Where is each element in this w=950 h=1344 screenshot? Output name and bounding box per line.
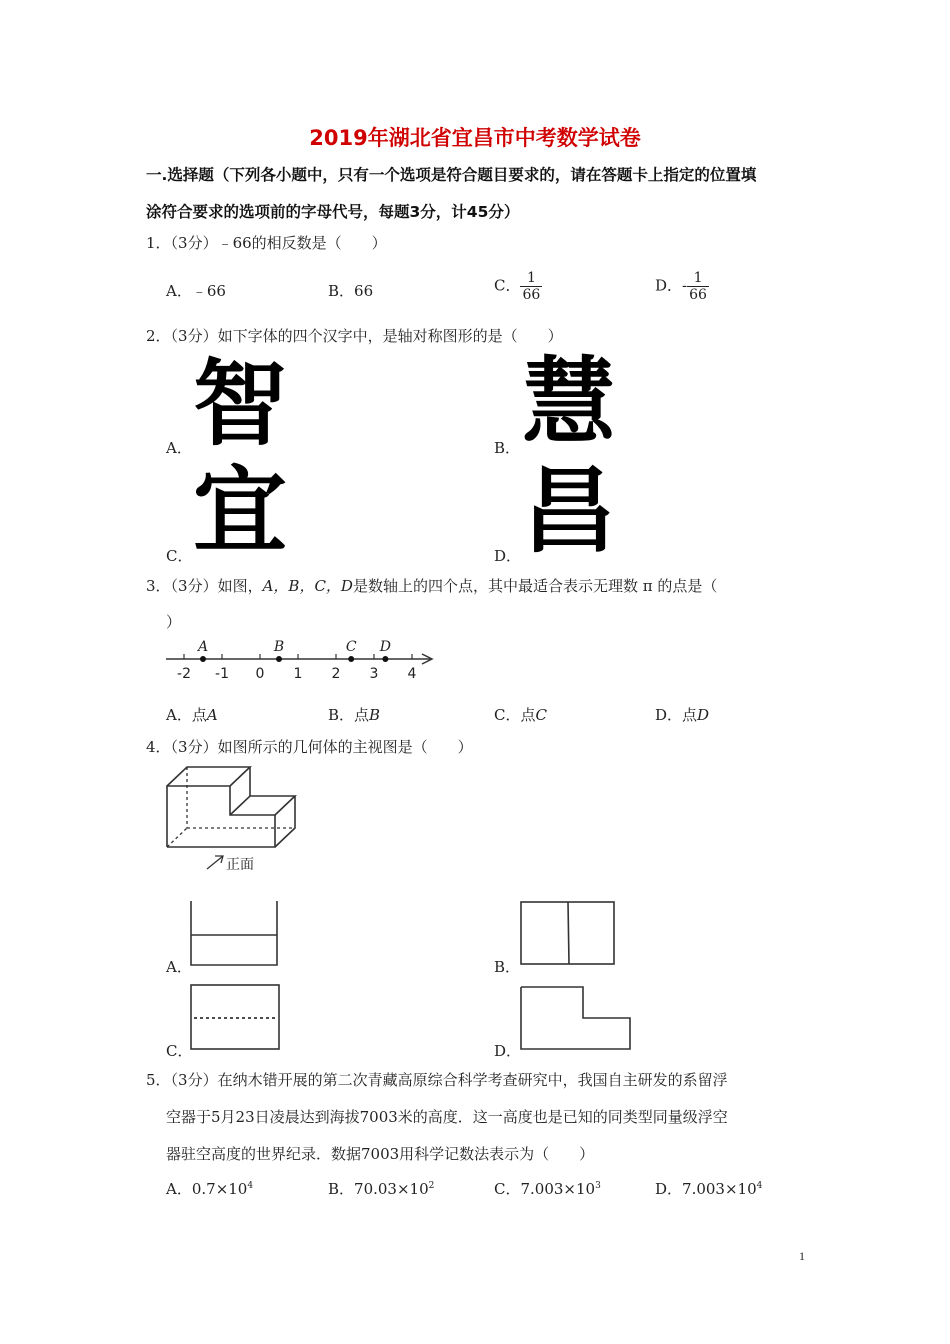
q2-option-c-label[interactable]: C． <box>166 547 193 565</box>
option-label: A．点 <box>166 706 207 724</box>
q5-option-c[interactable] <box>494 1178 601 1199</box>
q4-option-d-label[interactable]: D． <box>494 1042 522 1060</box>
q1-option-d-sign: - <box>682 276 688 295</box>
number-line-tick-label: 4 <box>407 666 417 682</box>
fraction-denominator: 66 <box>522 287 541 303</box>
number-line-tick-label: -2 <box>177 666 191 682</box>
q3-number-line <box>160 635 445 685</box>
q2-option-b-label[interactable]: B． <box>494 439 521 457</box>
q4-stem: 4．（3分）如图所示的几何体的主视图是（ ） <box>146 738 473 756</box>
q2-stem: 2．（3分）如下字体的四个汉字中，是轴对称图形的是（ ） <box>146 327 563 345</box>
solid-right-face <box>275 796 295 847</box>
section-header-line1: 一.选择题（下列各小题中，只有一个选项是符合题目要求的，请在答题卡上指定的位置填 <box>146 166 757 184</box>
q1-option-a[interactable]: A．﹣66 <box>166 282 226 300</box>
exponent: 4 <box>756 1181 763 1191</box>
number-line-tick-label: 3 <box>369 666 379 682</box>
page-title: 2019年湖北省宜昌市中考数学试卷 <box>309 126 641 150</box>
q1-option-b[interactable]: B．66 <box>328 282 374 300</box>
q3-option-d[interactable] <box>655 704 709 725</box>
q2-option-c-glyph: 宜 <box>193 457 288 566</box>
q4-solid-figure <box>163 763 303 881</box>
number-line-point <box>200 656 206 662</box>
number-line-tick-label: 2 <box>331 666 341 682</box>
q4-option-d-figure <box>518 984 634 1052</box>
option-text: C．7.003×10 <box>494 1180 596 1198</box>
exponent: 2 <box>428 1181 435 1191</box>
exponent: 3 <box>595 1181 601 1191</box>
option-label: B．点 <box>328 706 370 724</box>
front-label: 正面 <box>226 857 254 873</box>
q1-stem: 1．（3分）﹣66的相反数是（ ） <box>146 234 387 252</box>
number-line-point-label: C <box>345 639 357 655</box>
point-name: B <box>369 706 381 724</box>
number-line-tick-label: 1 <box>293 666 303 682</box>
number-line-point <box>276 656 282 662</box>
number-line-tick-label: 0 <box>255 666 265 682</box>
number-line-tick-label: -1 <box>215 666 229 682</box>
q2-option-d-glyph: 昌 <box>522 457 617 566</box>
q4-option-a-label[interactable]: A． <box>166 958 192 976</box>
q3-stem-line2: ） <box>166 613 182 631</box>
hidden-edge <box>167 828 187 847</box>
q1-option-c-fraction <box>520 270 542 303</box>
fraction-numerator: 1 <box>687 270 709 287</box>
q5-stem-line1: 5．（3分）在纳木错开展的第二次青藏高原综合科学考查研究中，我国自主研发的系留浮 <box>146 1071 728 1089</box>
section-header-line2: 涂符合要求的选项前的字母代号，每题3分，计45分） <box>146 203 520 221</box>
solid-top-face <box>167 767 250 786</box>
q3-stem-prefix: 3．（3分）如图， <box>146 577 263 595</box>
q3-stem-suffix: 是数轴上的四个点，其中最适合表示无理数 π 的点是（ <box>352 577 718 595</box>
solid-front-face <box>167 786 275 847</box>
point-name: A <box>206 706 218 724</box>
number-line-point <box>348 656 354 662</box>
q2-option-a-glyph: 智 <box>193 350 288 459</box>
option-text: B．70.03×10 <box>328 1180 429 1198</box>
q4-option-b-label[interactable]: B． <box>494 958 521 976</box>
q3-stem-points: A，B，C，D <box>262 577 353 595</box>
q4-option-c-label[interactable]: C． <box>166 1042 193 1060</box>
solid-step-top <box>230 796 295 815</box>
q3-option-c[interactable] <box>494 704 547 725</box>
q2-option-b-glyph: 慧 <box>522 348 617 457</box>
point-name: D <box>697 706 710 724</box>
q1-option-d-label: D． <box>655 276 683 295</box>
number-line-point-label: D <box>379 639 392 655</box>
q4-option-b-figure <box>518 899 618 967</box>
q2-option-d-label[interactable]: D． <box>494 547 522 565</box>
q1-option-c-label: C． <box>494 276 521 295</box>
option-label: D．点 <box>655 706 698 724</box>
q5-option-b[interactable] <box>328 1178 434 1199</box>
q5-option-d[interactable] <box>655 1178 762 1199</box>
q5-stem-line3: 器驻空高度的世界纪录．数据7003用科学记数法表示为（ ） <box>166 1145 595 1163</box>
q1-option-d[interactable] <box>655 270 709 303</box>
q3-option-a[interactable] <box>166 704 218 725</box>
exponent: 4 <box>247 1181 254 1191</box>
q5-option-a[interactable] <box>166 1178 253 1199</box>
q4-option-c-figure <box>188 982 283 1052</box>
q4-option-a-figure <box>188 898 282 968</box>
fraction-numerator: 1 <box>520 270 542 287</box>
number-line-point-label: A <box>197 639 209 655</box>
number-line-point <box>382 656 388 662</box>
q3-option-b[interactable] <box>328 704 380 725</box>
point-name: C <box>535 706 547 724</box>
q1-option-c[interactable] <box>494 270 542 303</box>
fraction-denominator: 66 <box>689 287 707 303</box>
option-text: A．0.7×10 <box>166 1180 248 1198</box>
option-text: D．7.003×10 <box>655 1180 757 1198</box>
option-label: C．点 <box>494 706 536 724</box>
q2-option-a-label[interactable]: A． <box>166 439 192 457</box>
number-line-point-label: B <box>273 639 285 655</box>
page-number: 1 <box>799 1249 805 1263</box>
q1-option-d-fraction <box>687 270 709 303</box>
q5-stem-line2: 空器于5月23日凌晨达到海拔7003米的高度．这一高度也是已知的同类型同量级浮空 <box>166 1108 728 1126</box>
q3-stem-line1 <box>146 575 717 596</box>
